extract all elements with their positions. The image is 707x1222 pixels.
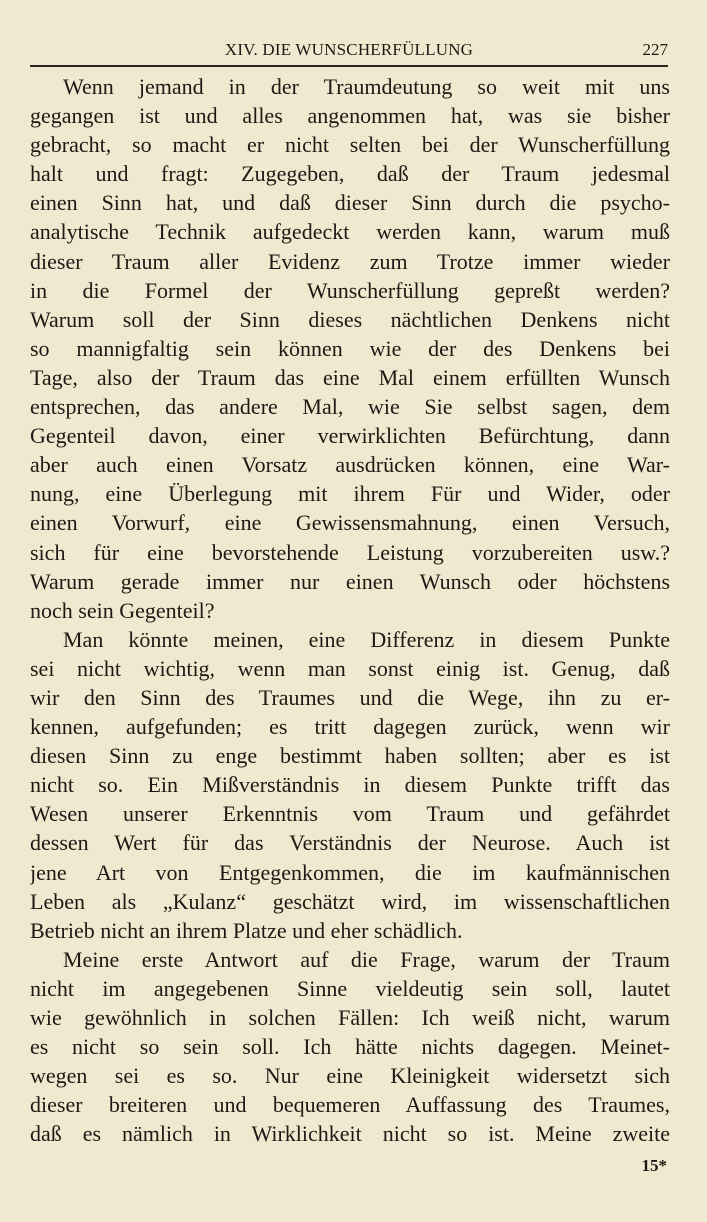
header-rule (30, 65, 668, 67)
text-line: wir den Sinn des Traumes und die Wege, ihn zu er- (30, 684, 670, 710)
text-line: halt und fragt: Zugegeben, daß der Traum jedesmal (30, 161, 670, 187)
text-line: Betrieb nicht an ihrem Platze und eher schädlich. (30, 917, 463, 943)
text-line: Man könnte meinen, eine Differenz in diesem Punkte (63, 626, 670, 652)
text-line: nung, eine Überlegung mit ihrem Für und Wider, oder (30, 481, 670, 507)
text-line: einen Sinn hat, und daß dieser Sinn durch die psycho- (30, 190, 670, 216)
page-number: 227 (642, 40, 668, 59)
running-title: XIV. DIE WUNSCHERFÜLLUNG (224, 40, 474, 59)
text-line: jene Art von Entgegenkommen, die im kaufmännischen (30, 859, 670, 885)
text-line: sich für eine bevorstehende Leistung vorzubereiten usw.? (30, 539, 670, 565)
text-line: wie gewöhnlich in solchen Fällen: Ich weiß nicht, warum (30, 1005, 670, 1030)
text-line: einen Vorwurf, eine Gewissensmahnung, einen Versuch, (30, 510, 670, 536)
text-line: Meine erste Antwort auf die Frage, warum der Traum (63, 946, 670, 972)
text-line: noch sein Gegenteil? (30, 597, 215, 623)
text-line: gebracht, so macht er nicht selten bei der Wunscherfüllung (30, 132, 670, 158)
printer-signature: 15* (641, 1156, 667, 1175)
text-line: diesen Sinn zu enge bestimmt haben sollten; aber es ist (30, 743, 670, 769)
text-line: Tage, also der Traum das eine Mal einem erfüllten Wunsch (30, 364, 670, 390)
text-line: Warum gerade immer nur einen Wunsch oder höchstens (30, 568, 670, 594)
text-line: nicht im angegebenen Sinne vieldeutig sein soll, lautet (30, 975, 670, 1001)
text-line: Wesen unserer Erkenntnis vom Traum und gefährdet (30, 801, 670, 827)
text-line: Warum soll der Sinn dieses nächtlichen Denkens nicht (30, 306, 670, 332)
text-line: Wenn jemand in der Traumdeutung so weit mit uns (63, 74, 670, 99)
text-line: wegen sei es so. Nur eine Kleinigkeit widersetzt sich (30, 1063, 670, 1089)
text-line: es nicht so sein soll. Ich hätte nichts dagegen. Meinet- (30, 1034, 670, 1060)
text-line: analytische Technik aufgedeckt werden kann, warum muß (30, 219, 670, 245)
body-text (30, 72, 670, 1148)
text-line: dessen Wert für das Verständnis der Neurose. Auch ist (30, 830, 670, 856)
text-line: aber auch einen Vorsatz ausdrücken können, eine War- (30, 452, 670, 478)
text-line: gegangen ist und alles angenommen hat, was sie bisher (30, 103, 670, 129)
text-line: in die Formel der Wunscherfüllung gepreßt werden? (30, 277, 670, 303)
text-line: entsprechen, das andere Mal, wie Sie selbst sagen, dem (30, 394, 670, 420)
text-line: sei nicht wichtig, wenn man sonst einig ist. Genug, daß (30, 655, 670, 681)
text-line: so mannigfaltig sein können wie der des Denkens bei (30, 335, 670, 361)
text-line: kennen, aufgefunden; es tritt dagegen zurück, wenn wir (30, 714, 670, 740)
text-line: dieser breiteren und bequemeren Auffassung des Traumes, (30, 1092, 670, 1118)
text-line: dieser Traum aller Evidenz zum Trotze immer wieder (30, 248, 670, 274)
text-line: Leben als „Kulanz“ geschätzt wird, im wissenschaftlichen (30, 888, 670, 914)
text-line: Gegenteil davon, einer verwirklichten Befürchtung, dann (30, 423, 670, 449)
text-line: nicht so. Ein Mißverständnis in diesem Punkte trifft das (30, 772, 670, 798)
page-header (30, 38, 668, 64)
text-line: daß es nämlich in Wirklichkeit nicht so ist. Meine zweite (30, 1121, 670, 1147)
